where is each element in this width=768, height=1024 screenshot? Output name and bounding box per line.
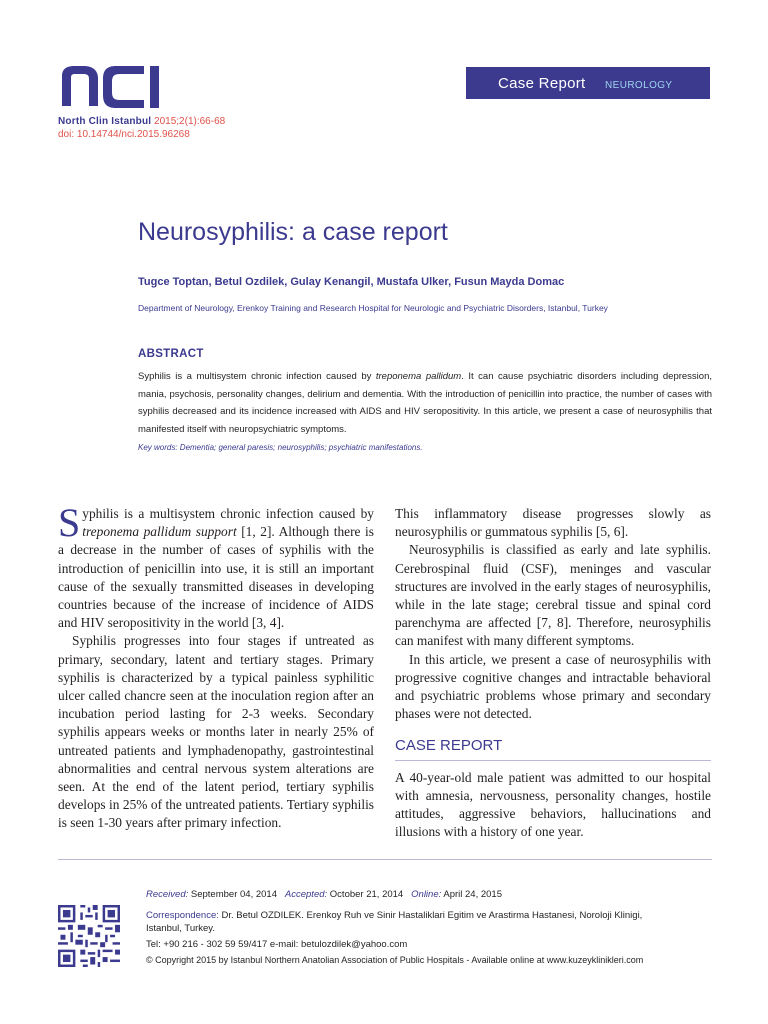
footer-divider — [58, 859, 712, 860]
qr-code[interactable] — [58, 905, 120, 967]
body-column-left — [58, 500, 374, 833]
paragraph-classification: Neurosyphilis is classified as early and late syphilis. Cerebrospinal fluid (CSF), meninges and vascular structures are involved in the early stages of neurosyphilis, while in the late stage; cerebral tissue and spinal cord parenchyma are affected [7, 8]. Therefore, neurosyphilis can manifest with many different symptoms. — [395, 542, 711, 649]
drop-cap: S — [58, 500, 81, 545]
banner-article-type: Case Report — [498, 75, 586, 92]
abstract-heading: ABSTRACT — [138, 348, 204, 360]
contact-line: Tel: +90 216 - 302 59 59/417 e-mail: betulozdilek@yahoo.com — [146, 939, 408, 950]
abstract-text: Syphilis is a multisystem chronic infection caused by treponema pallidum. It can cause psychiatric disorders including depression, mania, psychosis, personality changes, delirium and dementia. With the introduction of penicillin into practice, the number of cases with syphilis decreased and its incidence increased with AIDS and HIV seropositivity. In this article, we present a case of neurosyphilis that manifested itself with neuropsychiatric symptoms. — [138, 371, 712, 435]
correspondence-line-1: Correspondence: Dr. Betul OZDILEK. Erenkoy Ruh ve Sinir Hastaliklari Egitim ve Arastirma Hastanesi, Noroloji Klinigi, — [146, 910, 643, 921]
journal-citation — [58, 116, 225, 127]
received-date: September 04, 2014 — [190, 889, 277, 900]
journal-name: North Clin Istanbul — [58, 116, 152, 127]
paragraph-case: A 40-year-old male patient was admitted to our hospital with amnesia, nervousness, personality changes, hostile attitudes, aggressive behaviors, hallucinations and illusions with a history of one year. — [395, 769, 711, 840]
accepted-date: October 21, 2014 — [329, 889, 404, 900]
paragraph-article-purpose: In this article, we present a case of neurosyphilis with progressive cognitive changes and intractable behavioral and psychiatric problems whose primary and secondary phases were not detected. — [395, 651, 711, 722]
author-list: Tugce Toptan, Betul Ozdilek, Gulay Kenangil, Mustafa Ulker, Fusun Mayda Domac — [138, 276, 565, 288]
case-report-heading: CASE REPORT — [395, 737, 711, 760]
journal-logo — [58, 62, 173, 110]
dates-line: Received: September 04, 2014 Accepted: October 21, 2014 Online: April 24, 2015 — [146, 889, 502, 900]
copyright: © Copyright 2015 by Istanbul Northern Anatolian Association of Public Hospitals - Available online at www.kuzeyklinikleri.com — [146, 955, 644, 965]
paragraph-inflammatory: This inflammatory disease progresses slowly as neurosyphilis or gummatous syphilis [5, 6]. — [395, 506, 711, 540]
citation-volume: 2015;2(1):66-68 — [154, 116, 226, 127]
correspondence-line-2: Istanbul, Turkey. — [146, 923, 215, 934]
paragraph-stages: Syphilis progresses into four stages if untreated as primary, secondary, latent and tertiary stages. Primary syphilis is characterized by a typical painless syphilitic ulcer called chancre seen at the inoculation region after an incubation period lasting for 2-3 weeks. Secondary syphilis appears weeks or months later in nearly 25% of untreated patients and lymphadenopathy, gastrointestinal abnormalities and central nervous system alterations are seen. At the end of the latent period, tertiary syphilis develops in 25% of the untreated patients. Tertiary syphilis is seen 1-30 years after primary infection. — [58, 633, 374, 831]
correspondence-address: Dr. Betul OZDILEK. Erenkoy Ruh ve Sinir Hastaliklari Egitim ve Arastirma Hastanesi, Noroloji Klinigi, — [221, 910, 643, 921]
article-title: Neurosyphilis: a case report — [138, 218, 448, 246]
keywords: Key words: Dementia; general paresis; neurosyphilis; psychiatric manifestations. — [138, 443, 423, 452]
paragraph-intro: Syphilis is a multisystem chronic infection caused by treponema pallidum support [1, 2]. Although there is a decrease in the number of cases of syphilis with the introduction of penicillin into use, it is still an important cause of the sexually transmitted diseases in developing countries because of the increase of incidence of AIDS and HIV seropositivity in the world [3, 4]. — [58, 500, 374, 631]
banner-section: NEUROLOGY — [605, 80, 673, 91]
body-column-right — [395, 505, 711, 841]
online-date: April 24, 2015 — [443, 889, 502, 900]
article-type-banner — [466, 67, 710, 99]
affiliation: Department of Neurology, Erenkoy Training and Research Hospital for Neurologic and Psychiatric Disorders, Istanbul, Turkey — [138, 303, 608, 313]
doi[interactable]: doi: 10.14744/nci.2015.96268 — [58, 129, 190, 140]
